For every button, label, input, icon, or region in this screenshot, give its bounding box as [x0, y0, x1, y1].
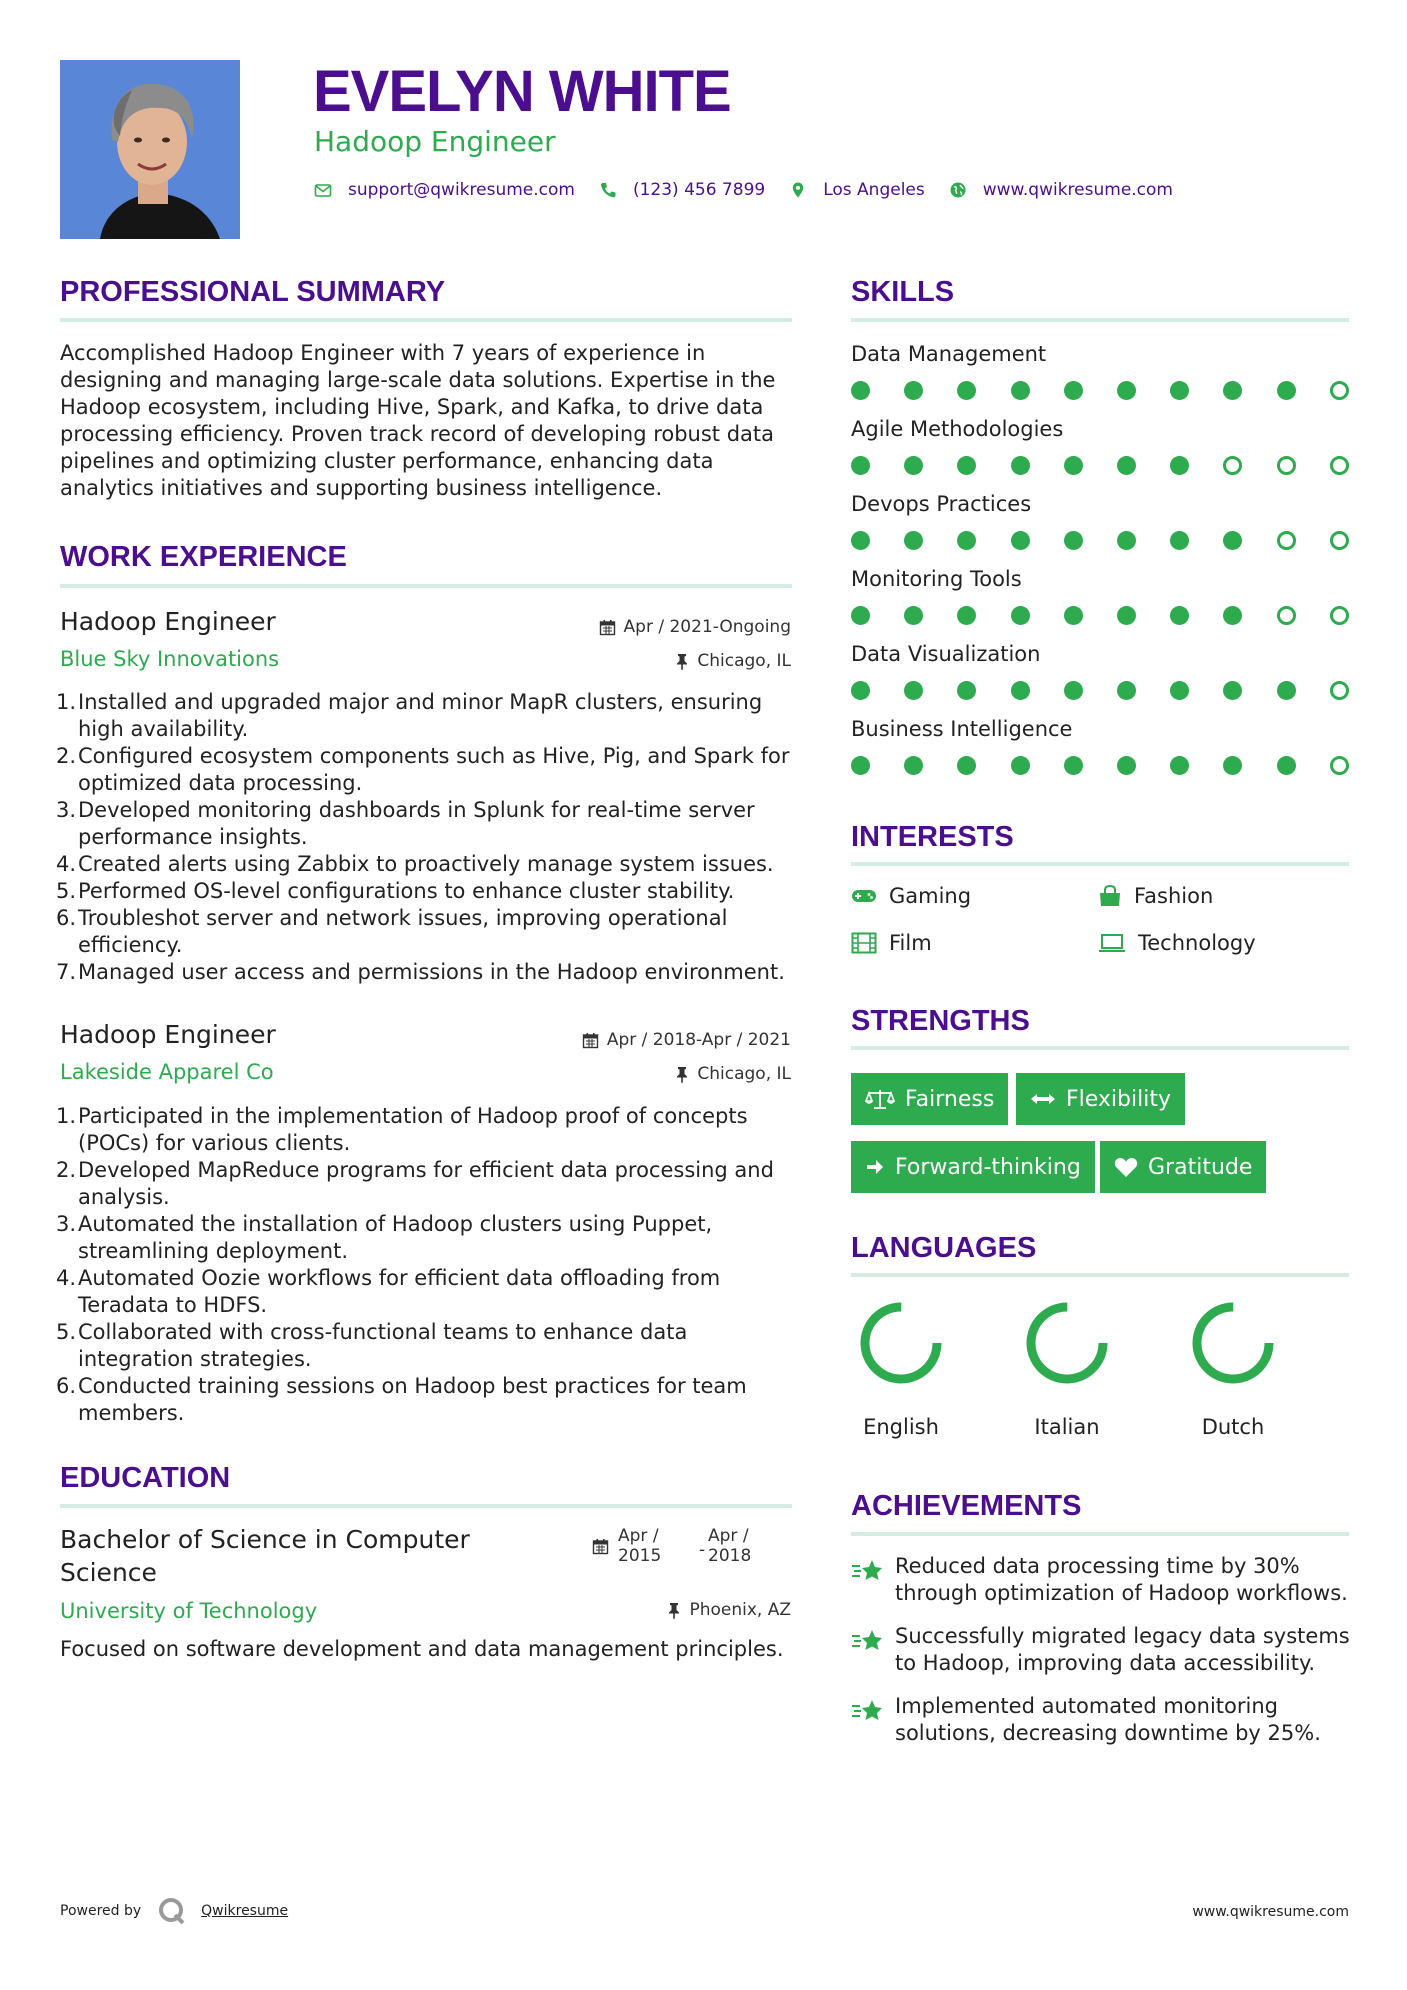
rating-dot-filled	[957, 531, 976, 550]
skills-rule	[851, 318, 1349, 322]
arrow-right-icon	[865, 1157, 885, 1177]
job-location	[675, 650, 791, 672]
job-location-text: Chicago, IL	[697, 651, 791, 671]
shooting-star-icon	[851, 1557, 885, 1585]
candidate-title: Hadoop Engineer	[314, 125, 556, 158]
shooting-star-icon	[851, 1697, 885, 1725]
rating-dot-empty	[1330, 531, 1349, 550]
contact-email-text: support@qwikresume.com	[348, 180, 575, 200]
rating-dot-filled	[851, 606, 870, 625]
contact-email[interactable]	[314, 180, 575, 200]
rating-dot-filled	[1223, 606, 1242, 625]
list-item: 1. Participated in the implementation of Hadoop proof of concepts (POCs) for various clients.	[55, 1104, 748, 1155]
rating-dot-filled	[1064, 681, 1083, 700]
list-item: 2. Configured ecosystem components such as Hive, Pig, and Spark for optimized data processing.	[55, 744, 790, 795]
list-item: 5. Collaborated with cross-functional teams to enhance data integration strategies.	[55, 1320, 688, 1371]
summary-heading: PROFESSIONAL SUMMARY	[60, 276, 446, 308]
rating-dot-filled	[1223, 531, 1242, 550]
rating-dot-filled	[1011, 531, 1030, 550]
qwikresume-link[interactable]: Qwikresume	[201, 1903, 289, 1919]
language-ring-arc	[865, 1307, 937, 1379]
language-label: English	[863, 1415, 939, 1439]
shopping-bag-icon	[1098, 885, 1122, 907]
rating-dot-filled	[957, 681, 976, 700]
job-location	[675, 1063, 791, 1085]
skill-rating	[851, 756, 1349, 776]
rating-dot-filled	[1170, 756, 1189, 775]
contact-bar	[314, 178, 1197, 202]
calendar-icon	[582, 1032, 599, 1049]
summary-text: Accomplished Hadoop Engineer with 7 years of experience in designing and managing large-scale data solutions. Expertise in the Hadoop ecosystem, including Hive, Spark, and Kafka, to drive data processing efficiency. Proven track record of developing robust data pipelines and optimizing cluster performance, enhancing data analytics initiatives and supporting business intelligence.	[60, 341, 776, 500]
achievement-item	[851, 1623, 1351, 1677]
education-rule	[60, 1504, 792, 1508]
strength-label: Fairness	[905, 1086, 995, 1112]
interest-label: Technology	[1138, 931, 1256, 955]
strength-label: Flexibility	[1066, 1086, 1171, 1112]
list-item: 4. Created alerts using Zabbix to proactively manage system issues.	[55, 852, 774, 876]
list-item: 6. Troubleshot server and network issues, improving operational efficiency.	[55, 906, 728, 957]
interest-film	[851, 929, 932, 957]
education-date-dash: -	[699, 1540, 706, 1560]
rating-dot-filled	[851, 381, 870, 400]
rating-dot-filled	[1117, 756, 1136, 775]
rating-dot-empty	[1277, 531, 1296, 550]
degree-title-cont: Science	[60, 1558, 157, 1587]
pushpin-icon	[675, 653, 689, 670]
strengths-rule	[851, 1046, 1349, 1050]
contact-website[interactable]	[949, 180, 1173, 200]
skill-label: Data Visualization	[851, 642, 1041, 666]
language-ring	[856, 1298, 946, 1388]
rating-dot-filled	[1277, 681, 1296, 700]
rating-dot-filled	[1064, 531, 1083, 550]
skill-label: Devops Practices	[851, 492, 1032, 516]
interest-label: Gaming	[889, 884, 972, 908]
experience-rule	[60, 584, 792, 588]
language-ring-arc	[1031, 1307, 1103, 1379]
job-company: Blue Sky Innovations	[60, 647, 280, 671]
job-location-text: Chicago, IL	[697, 1064, 791, 1084]
rating-dot-filled	[1223, 381, 1242, 400]
interests-heading: INTERESTS	[851, 821, 1014, 853]
footer-website[interactable]: www.qwikresume.com	[1192, 1904, 1349, 1920]
achievements-heading: ACHIEVEMENTS	[851, 1490, 1082, 1522]
rating-dot-filled	[1170, 456, 1189, 475]
job-date	[582, 1029, 791, 1051]
rating-dot-filled	[1011, 606, 1030, 625]
skill-rating	[851, 681, 1349, 701]
language-ring-arc	[1197, 1307, 1269, 1379]
rating-dot-filled	[957, 456, 976, 475]
film-icon	[851, 932, 877, 954]
rating-dot-filled	[1064, 456, 1083, 475]
rating-dot-empty	[1277, 606, 1296, 625]
achievements-rule	[851, 1532, 1349, 1536]
rating-dot-filled	[1011, 756, 1030, 775]
education-start-month: Apr /	[618, 1526, 659, 1546]
rating-dot-filled	[1117, 456, 1136, 475]
rating-dot-filled	[851, 531, 870, 550]
shooting-star-icon	[851, 1627, 885, 1655]
languages-heading: LANGUAGES	[851, 1232, 1037, 1264]
achievement-item	[851, 1553, 1351, 1607]
list-item: 3. Developed monitoring dashboards in Splunk for real-time server performance insights.	[55, 798, 755, 849]
language-ring	[1188, 1298, 1278, 1388]
skill-label: Agile Methodologies	[851, 417, 1064, 441]
rating-dot-filled	[1117, 531, 1136, 550]
rating-dot-filled	[1170, 381, 1189, 400]
rating-dot-empty	[1330, 381, 1349, 400]
rating-dot-filled	[957, 756, 976, 775]
rating-dot-filled	[1223, 756, 1242, 775]
rating-dot-filled	[904, 756, 923, 775]
achievement-text: Reduced data processing time by 30% through optimization of Hadoop workflows.	[895, 1554, 1348, 1605]
rating-dot-filled	[851, 756, 870, 775]
strength-label: Forward-thinking	[895, 1154, 1081, 1180]
skill-label: Monitoring Tools	[851, 567, 1022, 591]
rating-dot-empty	[1330, 756, 1349, 775]
laptop-icon	[1098, 933, 1126, 953]
rating-dot-filled	[851, 456, 870, 475]
summary-rule	[60, 318, 792, 322]
list-item: 6. Conducted training sessions on Hadoop best practices for team members.	[55, 1374, 747, 1425]
list-item: 7. Managed user access and permissions in the Hadoop environment.	[55, 960, 785, 984]
degree-title: Bachelor of Science in Computer	[60, 1525, 470, 1554]
rating-dot-empty	[1330, 456, 1349, 475]
rating-dot-filled	[1011, 681, 1030, 700]
languages-rule	[851, 1273, 1349, 1277]
language-ring	[1022, 1298, 1112, 1388]
strength-badge-forward-thinking	[851, 1141, 1095, 1193]
strengths-heading: STRENGTHS	[851, 1005, 1030, 1037]
heart-icon	[1114, 1156, 1138, 1178]
interest-fashion	[1098, 882, 1213, 910]
job-title: Hadoop Engineer	[60, 607, 276, 636]
list-item: 1. Installed and upgraded major and minor MapR clusters, ensuring high availability.	[55, 690, 763, 741]
qwikresume-logo-icon	[157, 1896, 187, 1926]
skill-rating	[851, 381, 1349, 401]
achievement-text: Implemented automated monitoring solutions, decreasing downtime by 25%.	[895, 1694, 1321, 1745]
education-end-month: Apr /	[708, 1526, 749, 1546]
calendar-icon	[592, 1538, 609, 1555]
education-location-text: Phoenix, AZ	[689, 1600, 791, 1620]
rating-dot-empty	[1223, 456, 1242, 475]
strength-label: Gratitude	[1148, 1154, 1253, 1180]
strength-badge-flexibility	[1016, 1073, 1185, 1125]
strength-badge-gratitude	[1100, 1141, 1266, 1193]
rating-dot-filled	[1117, 381, 1136, 400]
phone-icon	[599, 181, 617, 199]
experience-heading: WORK EXPERIENCE	[60, 541, 347, 573]
interest-gaming	[851, 882, 971, 910]
job-bullets	[55, 689, 792, 986]
rating-dot-filled	[904, 681, 923, 700]
rating-dot-filled	[1011, 381, 1030, 400]
job-date	[599, 616, 791, 638]
rating-dot-filled	[1170, 606, 1189, 625]
list-item: 5. Performed OS-level configurations to enhance cluster stability.	[55, 879, 735, 903]
contact-location-text: Los Angeles	[823, 180, 925, 200]
footer-powered-by	[60, 1896, 288, 1926]
education-start-year: 2015	[618, 1546, 662, 1566]
rating-dot-empty	[1330, 606, 1349, 625]
education-location	[667, 1599, 791, 1621]
interest-label: Fashion	[1134, 884, 1214, 908]
school-name: University of Technology	[60, 1599, 318, 1623]
envelope-icon	[314, 181, 332, 199]
rating-dot-filled	[1064, 381, 1083, 400]
skill-label: Data Management	[851, 342, 1047, 366]
strength-badge-fairness	[851, 1073, 1008, 1125]
skill-label: Business Intelligence	[851, 717, 1073, 741]
job-bullets	[55, 1103, 792, 1427]
rating-dot-filled	[1117, 606, 1136, 625]
arrows-horizontal-icon	[1030, 1091, 1056, 1107]
achievement-text: Successfully migrated legacy data systems to Hadoop, improving data accessibility.	[895, 1624, 1350, 1675]
skill-rating	[851, 606, 1349, 626]
calendar-icon	[599, 619, 616, 636]
job-company: Lakeside Apparel Co	[60, 1060, 274, 1084]
rating-dot-filled	[1064, 606, 1083, 625]
job-title: Hadoop Engineer	[60, 1020, 276, 1049]
list-item: 2. Developed MapReduce programs for efficient data processing and analysis.	[55, 1158, 774, 1209]
rating-dot-empty	[1277, 456, 1296, 475]
language-label: Italian	[1034, 1415, 1100, 1439]
contact-website-text: www.qwikresume.com	[982, 180, 1173, 200]
map-pin-icon	[789, 181, 807, 199]
rating-dot-filled	[1277, 756, 1296, 775]
rating-dot-filled	[1117, 681, 1136, 700]
rating-dot-filled	[904, 381, 923, 400]
rating-dot-filled	[851, 681, 870, 700]
contact-phone-text: (123) 456 7899	[632, 180, 766, 200]
job-date-text: Apr / 2021-Ongoing	[623, 617, 791, 637]
interests-rule	[851, 862, 1349, 866]
list-item: 3. Automated the installation of Hadoop clusters using Puppet, streamlining deployment.	[55, 1212, 713, 1263]
education-end-year: 2018	[708, 1546, 752, 1566]
interest-label: Film	[889, 931, 932, 955]
rating-dot-filled	[904, 606, 923, 625]
profile-photo	[60, 60, 240, 239]
rating-dot-filled	[957, 381, 976, 400]
skills-heading: SKILLS	[851, 276, 955, 308]
rating-dot-filled	[904, 531, 923, 550]
list-item: 4. Automated Oozie workflows for efficient data offloading from Teradata to HDFS.	[55, 1266, 721, 1317]
achievement-item	[851, 1693, 1351, 1747]
gamepad-icon	[851, 887, 877, 905]
contact-location	[789, 180, 925, 200]
education-dates	[592, 1526, 792, 1570]
rating-dot-filled	[1223, 681, 1242, 700]
rating-dot-filled	[904, 456, 923, 475]
pushpin-icon	[667, 1602, 681, 1619]
skill-rating	[851, 531, 1349, 551]
education-description: Focused on software development and data management principles.	[60, 1637, 784, 1661]
rating-dot-filled	[1011, 456, 1030, 475]
rating-dot-filled	[1064, 756, 1083, 775]
rating-dot-filled	[957, 606, 976, 625]
rating-dot-empty	[1330, 681, 1349, 700]
job-date-text: Apr / 2018-Apr / 2021	[606, 1030, 791, 1050]
pushpin-icon	[675, 1066, 689, 1083]
rating-dot-filled	[1170, 531, 1189, 550]
balance-scale-icon	[865, 1088, 895, 1110]
language-label: Dutch	[1201, 1415, 1265, 1439]
education-heading: EDUCATION	[60, 1462, 231, 1494]
rating-dot-filled	[1170, 681, 1189, 700]
candidate-name: EVELYN WHITE	[313, 59, 731, 124]
interest-technology	[1098, 929, 1256, 957]
powered-by-label: Powered by	[60, 1903, 142, 1919]
globe-icon	[949, 181, 967, 199]
rating-dot-filled	[1277, 381, 1296, 400]
contact-phone[interactable]	[599, 180, 765, 200]
skill-rating	[851, 456, 1349, 476]
